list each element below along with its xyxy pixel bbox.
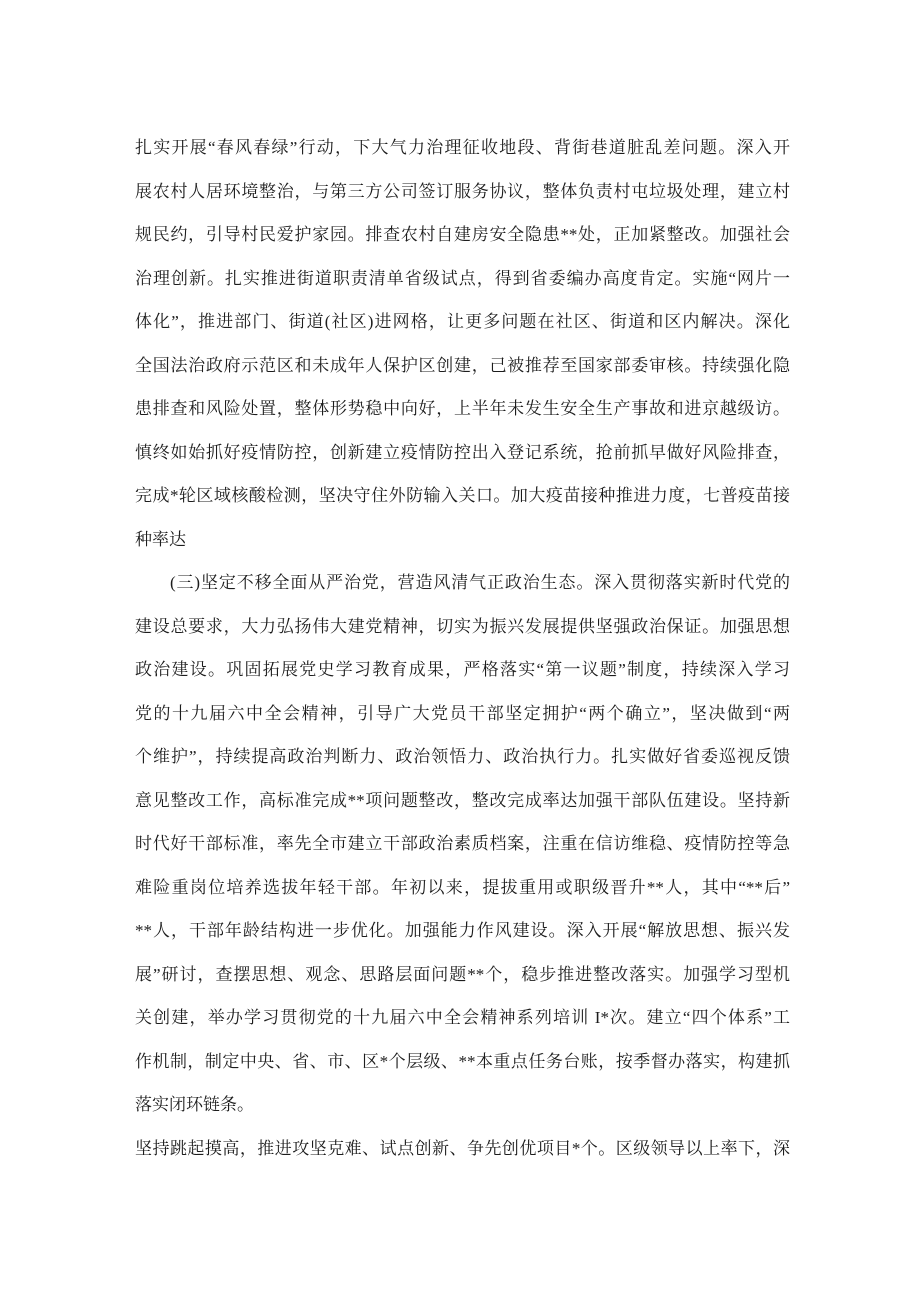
text-line: 意见整改工作，高标准完成**项问题整改，整改完成率达加强干部队伍建设。坚持新	[135, 790, 790, 810]
text-line: 全国法治政府示范区和未成年人保护区创建，己被推荐至国家部委审核。持续强化隐	[135, 355, 790, 375]
text-line: 种率达	[135, 529, 186, 549]
text-line: (三)坚定不移全面从严治党，营造风清气正政治生态。深入贯彻落实新时代党的	[170, 573, 790, 592]
text-line: 体化”，推进部门、街道(社区)进网格，让更多问题在社区、街道和区内解决。深化	[135, 312, 790, 331]
text-line: 政治建设。巩固拓展党史学习教育成果，严格落实“第一议题”制度，持续深入学习	[135, 660, 790, 679]
text-line: 慎终如始抓好疫情防控，创新建立疫情防控出入登记系统，抢前抓早做好风险排查，	[135, 442, 790, 462]
paragraph	[135, 126, 790, 561]
text-line: 关创建，举办学习贯彻党的十九届六中全会精神系列培训 I*次。建立“四个体系”工	[135, 1008, 790, 1027]
text-line: 展农村人居环境整治，与第三方公司签订服务协议，整体负责村屯垃圾处理，建立村	[135, 181, 790, 201]
text-line: 患排查和风险处置，整体形势稳中向好，上半年未发生安全生产事故和进京越级访。	[135, 399, 790, 418]
text-line: 个维护”，持续提高政治判断力、政治领悟力、政治执行力。扎实做好省委巡视反馈	[135, 747, 790, 766]
document-text-area	[135, 126, 790, 1170]
text-line: 治理创新。扎实推进街道职责清单省级试点，得到省委编办高度肯定。实施“网片一	[135, 268, 790, 288]
text-line: 建设总要求，大力弘扬伟大建党精神，切实为振兴发展提供坚强政治保证。加强思想	[135, 616, 790, 636]
text-line: 落实闭环链条。	[135, 1095, 254, 1114]
text-line: 时代好干部标准，率先全市建立干部政治素质档案，注重在信访维稳、疫情防控等急	[135, 834, 790, 853]
text-line: 作机制，制定中央、省、市、区*个层级、**本重点任务台账，按季督办落实，构建抓	[135, 1051, 790, 1071]
text-line: 完成*轮区域核酸检测，坚决守住外防输入关口。加大疫苗接种推进力度，七普疫苗接	[135, 486, 790, 505]
text-line: **人，干部年龄结构进一步优化。加强能力作风建设。深入开展“解放思想、振兴发	[135, 921, 790, 940]
text-line: 难险重岗位培养选拔年轻干部。年初以来，提拔重用或职级晋升**人，其中“**后”	[135, 877, 790, 897]
text-line: 扎实开展“春风春绿”行动，下大气力治理征收地段、背街巷道脏乱差问题。深入开	[135, 138, 790, 157]
text-line: 规民约，引导村民爱护家园。排查农村自建房安全隐患**处，正加紧整改。加强社会	[135, 225, 790, 244]
text-line: 党的十九届六中全会精神，引导广大党员干部坚定拥护“两个确立”，坚决做到“两	[135, 703, 790, 723]
paragraph	[135, 1127, 790, 1171]
text-line: 坚持跳起摸高，推进攻坚克难、试点创新、争先创优项目*个。区级领导以上率下，深	[135, 1138, 790, 1158]
paragraph	[135, 561, 790, 1127]
text-line: 展”研讨，查摆思想、观念、思路层面问题**个，稳步推进整改落实。加强学习型机	[135, 964, 790, 984]
